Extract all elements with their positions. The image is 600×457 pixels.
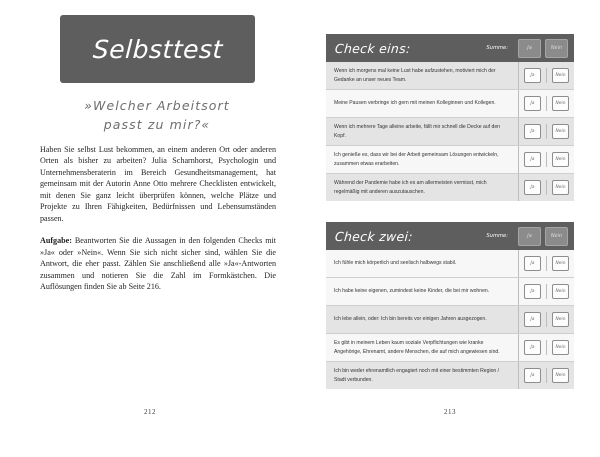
checkbox-no[interactable]: Nein: [552, 256, 569, 271]
page-title: Selbsttest: [91, 34, 224, 64]
checkbox-yes[interactable]: Ja: [524, 124, 541, 139]
checkbox-no[interactable]: Nein: [552, 96, 569, 111]
right-page: [300, 0, 600, 457]
answer-group: [518, 174, 574, 201]
checkbox-no[interactable]: Nein: [552, 68, 569, 83]
answer-cell-yes[interactable]: [519, 124, 546, 139]
check-two-title: Check zwei:: [334, 228, 414, 244]
task-paragraph: [40, 235, 276, 292]
checkbox-no[interactable]: Nein: [552, 312, 569, 327]
statement-text: Ich habe keine eigenen, zumindest keine Kinder, die bei mir wohnen.: [334, 288, 490, 295]
table-row: [326, 250, 574, 278]
answer-cell-yes[interactable]: [519, 96, 546, 111]
statement-text: Wenn ich morgens mal keine Lust habe aufzustehen, motiviert mich der Gedanke an unser neues Team.: [334, 68, 496, 83]
table-row: [326, 174, 574, 201]
checkbox-no[interactable]: Nein: [552, 180, 569, 195]
table-row: [326, 62, 574, 90]
check-two-sum-no-box[interactable]: Nein: [545, 227, 568, 246]
subtitle-line-2: passt zu mir?«: [103, 117, 211, 133]
statement-text: Während der Pandemie habe ich es am allermeisten vermisst, mich regelmäßig mit anderen auszutauschen.: [334, 180, 487, 195]
statement-text: Ich genieße es, dass wir bei der Arbeit gemeinsam Lösungen entwickeln, zusammen etwas erarbeiten.: [334, 152, 499, 167]
task-lead-in: Aufgabe:: [40, 236, 72, 246]
check-one: [326, 34, 574, 201]
checkbox-no[interactable]: Nein: [552, 340, 569, 355]
answer-cell-no[interactable]: [546, 96, 574, 111]
check-one-rows: [326, 62, 574, 201]
answer-group: [518, 250, 574, 277]
table-row: [326, 362, 574, 389]
intro-paragraph: Haben Sie selbst Lust bekommen, an einem anderen Ort oder anderen Orten als bisher zu arbeiten? Julia Scharnhorst, Psychologin und Unternehmensberaterin im Bereich Gesundheitsmanagement, hat gemeinsam mit der Autorin Anne Otto mehrere Checklisten entwickelt, mit denen Sie ganz leicht überprüfen können, welche Plätze und Projekte zu Ihren Fähigkeiten, Bedürfnissen und Lebensumständen passen.: [40, 145, 276, 223]
answer-group: [518, 146, 574, 173]
check-two-rows: [326, 250, 574, 389]
answer-cell-yes[interactable]: [519, 180, 546, 195]
answer-group: [518, 334, 574, 361]
checkbox-yes[interactable]: Ja: [524, 312, 541, 327]
answer-cell-yes[interactable]: [519, 368, 546, 383]
answer-cell-no[interactable]: [546, 256, 574, 271]
checkbox-no[interactable]: Nein: [552, 368, 569, 383]
statement-text: Wenn ich mehrere Tage alleine arbeite, fällt mir schnell die Decke auf den Kopf.: [334, 124, 501, 139]
answer-group: [518, 278, 574, 305]
check-one-title: Check eins:: [334, 40, 412, 56]
answer-cell-no[interactable]: [546, 340, 574, 355]
answer-group: [518, 306, 574, 333]
answer-cell-no[interactable]: [546, 124, 574, 139]
statement-text: Ich fühle mich körperlich und seelisch halbwegs stabil.: [334, 260, 457, 267]
table-row: [326, 90, 574, 118]
answer-cell-yes[interactable]: [519, 340, 546, 355]
checkbox-no[interactable]: Nein: [552, 284, 569, 299]
left-page-folio: 212: [144, 408, 156, 416]
checkbox-yes[interactable]: Ja: [524, 68, 541, 83]
answer-cell-no[interactable]: [546, 284, 574, 299]
check-one-header: [326, 34, 574, 62]
statement-text: Ich lebe allein, oder: Ich bin bereits vor einigen Jahren ausgezogen.: [334, 316, 487, 323]
checkbox-no[interactable]: Nein: [552, 124, 569, 139]
check-two-header: [326, 222, 574, 250]
answer-cell-no[interactable]: [546, 180, 574, 195]
checkbox-yes[interactable]: Ja: [524, 368, 541, 383]
right-page-folio: 213: [444, 408, 456, 416]
answer-cell-yes[interactable]: [519, 68, 546, 83]
answer-cell-no[interactable]: [546, 368, 574, 383]
check-two-summe-label: Summe:: [486, 233, 508, 239]
checkbox-no[interactable]: Nein: [552, 152, 569, 167]
checkbox-yes[interactable]: Ja: [524, 180, 541, 195]
checkbox-yes[interactable]: Ja: [524, 284, 541, 299]
statement-text: Ich bin weder ehrenamtlich engagiert noch mit einer bestimmten Region / Stadt verbunden.: [334, 368, 500, 383]
answer-group: [518, 90, 574, 117]
check-one-sum-no-box[interactable]: Nein: [545, 39, 568, 58]
table-row: [326, 146, 574, 174]
checkbox-yes[interactable]: Ja: [524, 96, 541, 111]
subtitle-line-1: »Welcher Arbeitsort: [84, 98, 230, 113]
selbsttest-title-block: [60, 15, 255, 83]
answer-group: [518, 118, 574, 145]
answer-cell-yes[interactable]: [519, 256, 546, 271]
table-row: [326, 334, 574, 362]
table-row: [326, 118, 574, 146]
check-one-sum-yes-box[interactable]: Ja: [518, 39, 541, 58]
answer-cell-yes[interactable]: [519, 284, 546, 299]
checkbox-yes[interactable]: Ja: [524, 340, 541, 355]
answer-cell-no[interactable]: [546, 312, 574, 327]
check-two: [326, 222, 574, 389]
answer-cell-yes[interactable]: [519, 152, 546, 167]
answer-cell-no[interactable]: [546, 152, 574, 167]
statement-text: Es gibt in meinem Leben kaum soziale Verpflichtungen wie kranke Angehörige, Ehrenamt, andere Menschen, die auf mich angewiesen sind.: [334, 340, 500, 355]
checkbox-yes[interactable]: Ja: [524, 256, 541, 271]
statement-text: Meine Pausen verbringe ich gern mit meinen Kolleginnen und Kollegen.: [334, 100, 496, 107]
answer-cell-no[interactable]: [546, 68, 574, 83]
task-paragraph-text: Beantworten Sie die Aussagen in den folgenden Checks mit »Ja« oder »Nein«. Wenn Sie sich nicht sicher sind, wählen Sie die Antwort, die eher passt. Zählen Sie anschließend alle »Ja«-Antworten zusammen und notieren Sie die Zahl im Formkästchen. Die Auflösungen finden Sie ab Seite 216.: [40, 236, 276, 292]
table-row: [326, 278, 574, 306]
left-page-body: [40, 144, 276, 304]
answer-group: [518, 362, 574, 389]
answer-cell-yes[interactable]: [519, 312, 546, 327]
checkbox-yes[interactable]: Ja: [524, 152, 541, 167]
table-row: [326, 306, 574, 334]
answer-group: [518, 62, 574, 89]
page-subtitle: [43, 96, 271, 135]
check-one-summe-label: Summe:: [486, 45, 508, 51]
check-two-sum-yes-box[interactable]: Ja: [518, 227, 541, 246]
